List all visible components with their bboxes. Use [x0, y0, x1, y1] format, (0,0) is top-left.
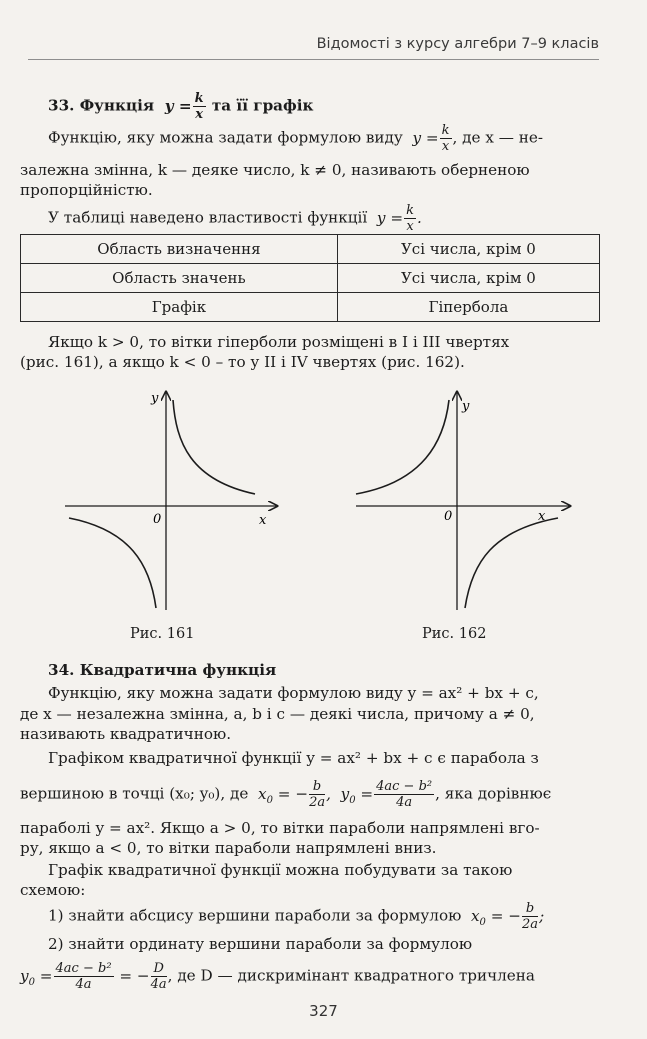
para-34-line4: Графіком квадратичної функції y = ax² + bx + c є парабола з [48, 749, 539, 767]
formula-k-over-x-2: y = $\frac{k}{x}$ . [372, 203, 422, 234]
y-axis-label: y [462, 399, 470, 414]
title-formula: y = $\frac{k}{x}$ [159, 91, 204, 122]
para-33-table-intro: У таблиці наведено властивості функції y = $\frac{k}{x}$ . [48, 203, 422, 234]
para-34-line2: де x — незалежна змінна, a, b і c — деякі числа, причому a ≠ 0, [20, 705, 535, 723]
para-34-line6: параболі y = ax². Якщо a > 0, то вітки параболи напрямлені вго- [20, 819, 540, 837]
section-34-title: 34. Квадратична функція [48, 661, 277, 679]
section-33-title: 33. Функція y = $\frac{k}{x}$ та її графік [48, 91, 314, 122]
para-33-quadrants-2: (рис. 161), а якщо k < 0 – то у II і IV чвертях (рис. 162). [20, 353, 465, 371]
x-axis-label: x [259, 513, 267, 528]
para-34-line3: називають квадратичною. [20, 725, 232, 743]
figure-161 [55, 382, 295, 614]
table-row [21, 293, 600, 322]
table-cell: Область значень [21, 264, 338, 293]
x-axis-label: x [538, 509, 546, 524]
para-33-line1: Функцію, яку можна задати формулою виду y = $\frac{k}{x}$ , де x — не- [48, 123, 544, 154]
formula-x0: $x_0$ = − $\frac{b}{2a}$ , [253, 779, 331, 810]
step-2-formula-line: $y_0$ = $\frac{\text{4ac − b²}}{4a}$ = − $\frac{D}{4a}$ , де D — дискримінант квадратного тричлена [20, 961, 535, 992]
table-cell: Усі числа, крім 0 [337, 264, 599, 293]
table-row [21, 264, 600, 293]
hyperbola-branch-q2 [356, 400, 449, 494]
formula-y0-step: $y_0$ = $\frac{\text{4ac − b²}}{4a}$ = − $\frac{D}{4a}$ [20, 961, 167, 992]
formula-x0-step: $x_0$ = − $\frac{b}{2a}$ ; [466, 901, 545, 932]
para-33-line3: пропорційністю. [20, 181, 153, 199]
table-cell: Гіпербола [337, 293, 599, 322]
para-34-line7: ру, якщо a < 0, то вітки параболи напрямлені вниз. [20, 839, 437, 857]
table-cell: Усі числа, крім 0 [337, 235, 599, 264]
figure-161-caption: Рис. 161 [130, 626, 195, 642]
step-2: 2) знайти ординату вершини параболи за формулою [48, 935, 473, 953]
table-cell: Область визначення [21, 235, 338, 264]
para-33-quadrants-1: Якщо k > 0, то вітки гіперболи розміщені в I і III чвертях [48, 333, 510, 351]
origin-label: 0 [153, 512, 162, 527]
properties-table [20, 234, 600, 322]
formula-k-over-x: y = $\frac{k}{x}$ [407, 123, 450, 154]
para-34-line9: схемою: [20, 881, 86, 899]
hyperbola-branch-q4 [465, 518, 558, 608]
page-number: 327 [309, 1002, 338, 1020]
y-axis-label: y [151, 391, 159, 406]
para-33-line2: залежна змінна, k — деяке число, k ≠ 0, називають оберненою [20, 161, 530, 179]
hyperbola-branch-q3 [69, 518, 156, 608]
para-34-line8: Графік квадратичної функції можна побудувати за такою [48, 861, 513, 879]
table-cell: Графік [21, 293, 338, 322]
running-header: Відомості з курсу алгебри 7–9 класів [28, 36, 599, 60]
para-34-vertex-line: вершиною в точці (x₀; y₀), де $x_0$ = − $\frac{b}{2a}$ , $y_0$ = $\frac{\text{4ac − b²}}{4a}$ , яка дорівнює [20, 779, 552, 810]
formula-y0: $y_0$ = $\frac{\text{4ac − b²}}{4a}$ [335, 779, 433, 810]
figure-162-caption: Рис. 162 [422, 626, 487, 642]
table-row [21, 235, 600, 264]
para-34-line1: Функцію, яку можна задати формулою виду y = ax² + bx + c, [48, 684, 539, 702]
origin-label: 0 [444, 509, 453, 524]
hyperbola-branch-q1 [173, 400, 255, 494]
step-1: 1) знайти абсцису вершини параболи за формулою $x_0$ = − $\frac{b}{2a}$ ; [48, 901, 545, 932]
figure-162 [348, 382, 588, 614]
